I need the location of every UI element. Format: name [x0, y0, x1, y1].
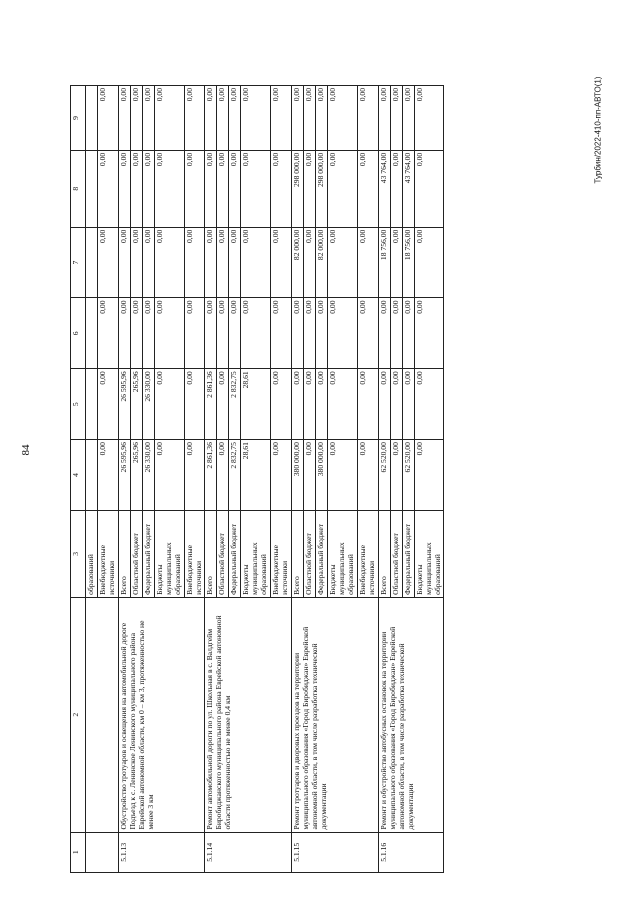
value-cell: 82 000,00 — [292, 227, 304, 298]
value-cell: 0,00 — [402, 86, 414, 151]
value-cell: 0,00 — [357, 86, 378, 151]
funding-source-cell: Всего — [292, 510, 304, 597]
funding-source-cell: Всего — [118, 510, 130, 597]
value-cell: 0,00 — [217, 298, 229, 369]
value-cell: 0,00 — [229, 150, 241, 227]
value-cell: 0,00 — [327, 86, 357, 151]
empty-code-cell — [86, 832, 119, 872]
value-cell: 62 520,00 — [378, 440, 390, 511]
value-cell: 0,00 — [154, 440, 184, 511]
value-cell: 0,00 — [390, 86, 402, 151]
value-cell: 26 595,96 — [118, 369, 130, 440]
table-row — [205, 86, 217, 873]
empty-name-cell — [86, 597, 119, 832]
value-cell: 0,00 — [130, 298, 142, 369]
footer-code: Турбин/2022-410-пп-АВТО(1) — [593, 76, 603, 184]
funding-source-cell: Областной бюджет — [217, 510, 229, 597]
funding-source-cell: Федеральный бюджет — [316, 510, 328, 597]
value-cell: 0,00 — [271, 298, 292, 369]
value-cell: 0,00 — [316, 298, 328, 369]
value-cell: 0,00 — [304, 86, 316, 151]
value-cell: 0,00 — [357, 440, 378, 511]
table-row — [118, 86, 130, 873]
section-name-cell: Ремонт и обустройство автобусных остановок на территории муниципального образования «Город Биробиджан» Еврейской автономной области, в том числе разработка технической документации — [378, 597, 444, 832]
header-cell: 2 — [71, 597, 86, 832]
value-cell: 0,00 — [378, 86, 390, 151]
value-cell: 0,00 — [142, 298, 154, 369]
value-cell: 82 000,00 — [316, 227, 328, 298]
value-cell: 43 764,00 — [378, 150, 390, 227]
value-cell: 0,00 — [327, 369, 357, 440]
header-cell: 1 — [71, 832, 86, 872]
value-cell: 298 000,00 — [316, 150, 328, 227]
value-cell — [86, 86, 98, 151]
value-cell: 0,00 — [205, 298, 217, 369]
value-cell: 0,00 — [414, 150, 444, 227]
value-cell: 0,00 — [357, 298, 378, 369]
value-cell: 0,00 — [184, 150, 205, 227]
funding-source-cell: Областной бюджет — [390, 510, 402, 597]
value-cell: 0,00 — [357, 150, 378, 227]
value-cell: 0,00 — [327, 150, 357, 227]
value-cell: 0,00 — [327, 298, 357, 369]
value-cell: 0,00 — [357, 369, 378, 440]
value-cell: 0,00 — [390, 369, 402, 440]
value-cell — [86, 440, 98, 511]
value-cell: 0,00 — [414, 298, 444, 369]
value-cell: 0,00 — [154, 86, 184, 151]
value-cell: 0,00 — [271, 227, 292, 298]
value-cell: 0,00 — [118, 86, 130, 151]
funding-source-cell: Федеральный бюджет — [229, 510, 241, 597]
value-cell: 0,00 — [241, 150, 271, 227]
funding-source-cell: Бюджеты муниципальных образований — [241, 510, 271, 597]
value-cell: 265,96 — [130, 369, 142, 440]
value-cell: 0,00 — [271, 150, 292, 227]
value-cell: 0,00 — [97, 298, 118, 369]
value-cell: 0,00 — [97, 86, 118, 151]
section-name-cell: Ремонт тротуаров и дворовых проездов на территории муниципального образования «Город Биробиджан» Еврейской автономной области, в том числе разработка технической документации — [292, 597, 379, 832]
value-cell: 0,00 — [271, 440, 292, 511]
value-cell: 43 764,00 — [402, 150, 414, 227]
value-cell: 0,00 — [390, 150, 402, 227]
value-cell: 2 861,36 — [205, 369, 217, 440]
value-cell: 0,00 — [390, 227, 402, 298]
funding-source-cell: Внебюджетные источники — [271, 510, 292, 597]
value-cell: 2 832,75 — [229, 440, 241, 511]
value-cell: 380 000,00 — [292, 440, 304, 511]
funding-source-cell: Внебюджетные источники — [357, 510, 378, 597]
value-cell: 0,00 — [184, 440, 205, 511]
value-cell: 0,00 — [304, 369, 316, 440]
value-cell: 0,00 — [217, 86, 229, 151]
value-cell: 0,00 — [390, 440, 402, 511]
value-cell: 0,00 — [205, 150, 217, 227]
funding-source-cell: Федеральный бюджет — [402, 510, 414, 597]
value-cell: 0,00 — [154, 369, 184, 440]
value-cell: 0,00 — [217, 440, 229, 511]
value-cell: 0,00 — [402, 298, 414, 369]
value-cell: 0,00 — [118, 298, 130, 369]
value-cell: 0,00 — [316, 369, 328, 440]
table-body — [71, 86, 444, 873]
value-cell: 0,00 — [142, 227, 154, 298]
value-cell: 0,00 — [217, 150, 229, 227]
value-cell: 380 000,00 — [316, 440, 328, 511]
value-cell: 18 756,00 — [402, 227, 414, 298]
value-cell: 0,00 — [184, 298, 205, 369]
value-cell: 265,96 — [130, 440, 142, 511]
value-cell: 0,00 — [241, 227, 271, 298]
value-cell: 28,61 — [241, 369, 271, 440]
section-code-cell: 5.1.15 — [292, 832, 379, 872]
value-cell: 0,00 — [241, 86, 271, 151]
value-cell: 0,00 — [292, 369, 304, 440]
budget-table — [70, 85, 444, 873]
value-cell — [86, 298, 98, 369]
value-cell: 0,00 — [304, 440, 316, 511]
header-cell: 6 — [71, 298, 86, 369]
section-code-cell: 5.1.13 — [118, 832, 205, 872]
value-cell: 0,00 — [229, 298, 241, 369]
table-row — [86, 86, 98, 873]
value-cell: 0,00 — [97, 440, 118, 511]
value-cell: 0,00 — [292, 298, 304, 369]
value-cell: 18 756,00 — [378, 227, 390, 298]
funding-source-cell: Бюджеты муниципальных образований — [327, 510, 357, 597]
value-cell: 0,00 — [217, 369, 229, 440]
rotated-table-wrapper — [70, 85, 564, 873]
value-cell: 2 861,36 — [205, 440, 217, 511]
funding-source-cell: Бюджеты муниципальных образований — [414, 510, 444, 597]
value-cell: 0,00 — [304, 227, 316, 298]
value-cell: 0,00 — [357, 227, 378, 298]
funding-source-cell: Внебюджетные источники — [184, 510, 205, 597]
value-cell: 26 595,96 — [118, 440, 130, 511]
funding-source-cell: Федеральный бюджет — [142, 510, 154, 597]
value-cell: 0,00 — [184, 86, 205, 151]
value-cell: 0,00 — [316, 86, 328, 151]
header-row — [71, 86, 86, 873]
value-cell: 0,00 — [142, 150, 154, 227]
value-cell: 0,00 — [184, 227, 205, 298]
value-cell: 28,61 — [241, 440, 271, 511]
value-cell: 0,00 — [130, 86, 142, 151]
value-cell: 0,00 — [154, 298, 184, 369]
value-cell: 0,00 — [217, 227, 229, 298]
header-cell: 9 — [71, 86, 86, 151]
value-cell: 0,00 — [271, 86, 292, 151]
value-cell — [86, 150, 98, 227]
value-cell: 0,00 — [414, 369, 444, 440]
header-cell: 5 — [71, 369, 86, 440]
value-cell: 0,00 — [118, 150, 130, 227]
value-cell: 0,00 — [130, 227, 142, 298]
header-cell: 4 — [71, 440, 86, 511]
funding-source-cell: Областной бюджет — [130, 510, 142, 597]
section-code-cell: 5.1.14 — [205, 832, 292, 872]
value-cell: 298 000,00 — [292, 150, 304, 227]
value-cell: 0,00 — [97, 369, 118, 440]
value-cell: 0,00 — [130, 150, 142, 227]
value-cell: 0,00 — [414, 440, 444, 511]
section-code-cell: 5.1.16 — [378, 832, 444, 872]
page-number: 84 — [20, 444, 32, 456]
funding-source-cell: образований — [86, 510, 98, 597]
value-cell: 0,00 — [205, 86, 217, 151]
value-cell: 2 832,75 — [229, 369, 241, 440]
funding-source-cell: Внебюджетные источники — [97, 510, 118, 597]
value-cell: 0,00 — [390, 298, 402, 369]
value-cell: 0,00 — [184, 369, 205, 440]
table-row — [292, 86, 304, 873]
value-cell: 26 330,00 — [142, 369, 154, 440]
value-cell — [86, 227, 98, 298]
funding-source-cell: Всего — [378, 510, 390, 597]
table-row — [378, 86, 390, 873]
header-cell: 8 — [71, 150, 86, 227]
value-cell: 0,00 — [304, 150, 316, 227]
section-name-cell: Обустройство тротуаров и освещения на автомобильной дороге Подъезд к с. Ленинское Ленинского муниципального района Еврейской автономной области, км 0 – км 3, протяженностью не менее 3 км — [118, 597, 205, 832]
value-cell: 0,00 — [378, 298, 390, 369]
section-name-cell: Ремонт автомобильной дороги по ул. Школьная в с. Валдгейм Биробиджанского муниципального района Еврейской автономной области протяженностью не менее 0,4 км — [205, 597, 292, 832]
value-cell — [86, 369, 98, 440]
value-cell: 0,00 — [154, 150, 184, 227]
value-cell: 0,00 — [97, 227, 118, 298]
value-cell: 0,00 — [414, 86, 444, 151]
value-cell: 62 520,00 — [402, 440, 414, 511]
value-cell: 0,00 — [327, 440, 357, 511]
value-cell: 0,00 — [271, 369, 292, 440]
value-cell: 0,00 — [154, 227, 184, 298]
value-cell: 26 330,00 — [142, 440, 154, 511]
value-cell: 0,00 — [402, 369, 414, 440]
header-cell: 7 — [71, 227, 86, 298]
value-cell: 0,00 — [97, 150, 118, 227]
funding-source-cell: Всего — [205, 510, 217, 597]
header-cell: 3 — [71, 510, 86, 597]
value-cell: 0,00 — [327, 227, 357, 298]
funding-source-cell: Бюджеты муниципальных образований — [154, 510, 184, 597]
value-cell: 0,00 — [304, 298, 316, 369]
funding-source-cell: Областной бюджет — [304, 510, 316, 597]
value-cell: 0,00 — [118, 227, 130, 298]
value-cell: 0,00 — [292, 86, 304, 151]
value-cell: 0,00 — [229, 86, 241, 151]
value-cell: 0,00 — [142, 86, 154, 151]
value-cell: 0,00 — [378, 369, 390, 440]
value-cell: 0,00 — [205, 227, 217, 298]
value-cell: 0,00 — [414, 227, 444, 298]
value-cell: 0,00 — [229, 227, 241, 298]
value-cell: 0,00 — [241, 298, 271, 369]
